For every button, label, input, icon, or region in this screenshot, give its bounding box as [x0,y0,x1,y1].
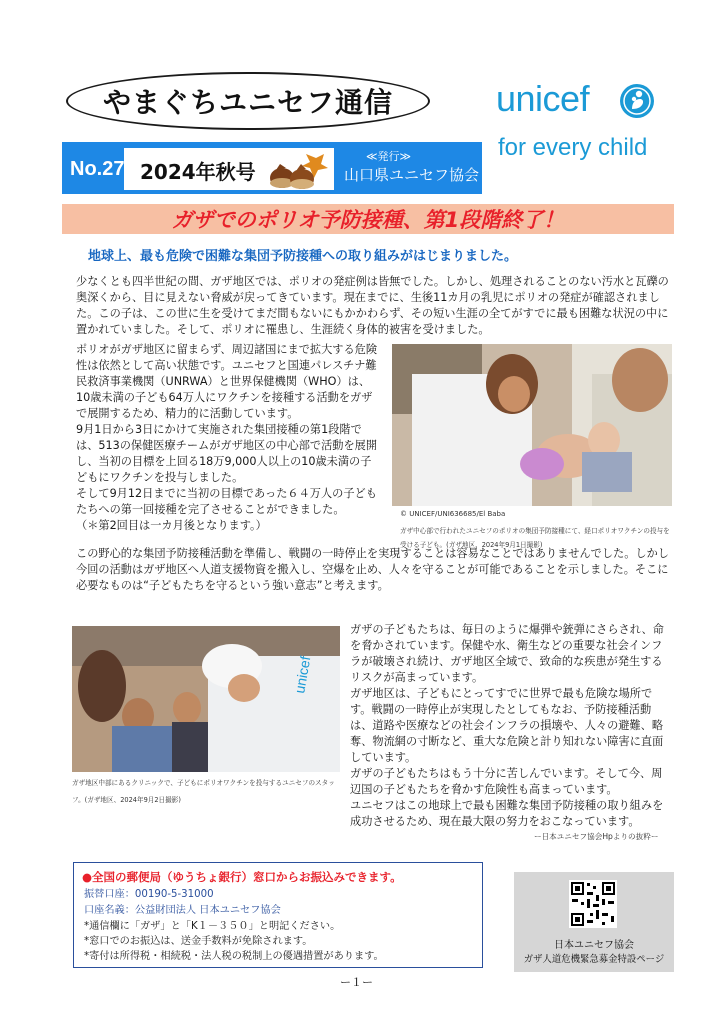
donation-title: ●全国の郵便局（ゆうちょ銀行）窓口からお振込みできます。 [82,870,402,884]
photo-credit-1: © UNICEF/UNI636685/El Baba [400,510,506,518]
publisher-name: 山口県ユニセフ協会 [344,166,480,184]
source-note: ー日本ユニセフ協会Hpよりの抜粋ー [534,832,659,841]
donation-note-3: *寄付は所得税・相続税・法人税の税制上の優遇措置があります。 [84,951,384,962]
article-paragraph-2c: そして9月12日までに当初の目標であった６４万人の子どもたちへの第一回接種を完了させることができました。 [76,487,377,516]
unicef-tagline: for every child [498,134,648,161]
article-paragraph-2d: （＊第2回目は一カ月後となります。） [76,519,267,532]
unicef-emblem-icon [618,82,656,120]
article-paragraph-2b: 9月1日から3日にかけて実施された集団接種の第1段階では、513の保健医療チームがガザ地区の中心部で活動を展開し、当初の目標を上回る18万9,000人以上の10歳未満の子どもにワクチンを投与しました。 [76,423,378,484]
newsletter-title: やまぐちユニセフ通信 [102,86,393,119]
donation-account: 振替口座：00190-5-31000 [84,889,214,900]
article-paragraph-4 [350,622,668,830]
article-paragraph-4a: ガザの子どもたちは、毎日のように爆弾や銃弾にさらされ、命を脅かされています。保健や水、衛生などの重要な社会インフラが破壊され続け、ガザ地区全域で、致命的な疾患が発生するリスクが高まっています。 [350,623,664,684]
article-paragraph-1: 少なくとも四半世紀の間、ガザ地区では、ポリオの発症例は皆無でした。しかし、処理されることのない汚水と瓦礫の奥深くから、目に見えない脅威が戻ってきています。現在までに、生後11カ月の乳児にポリオの発症が確認されました。この子は、この世に生を受けてまだ間もないにもかかわらず、その短い生涯の全てがすでに最も困難な状況の中に置かれていました。そして、ポリオに罹患し、生涯続く身体的被害を受けました。 [76,275,669,336]
photo-caption-2: ガザ地区中部にあるクリニックで、子どもにポリオワクチンを投与するユニセフのスタッフ。(ガザ地区、2024年9月2日撮影) [72,779,335,804]
article-paragraph-4b: ガザ地区は、子どもにとってすでに世界で最も危険な場所です。戦闘の一時停止が実現したとしてもなお、予防接種活動は、道路や医療などの社会インフラの損壊や、人々の避難、略奪、物流網の寸断など、重大な危険と計り知れない障害に直面しています。 [350,687,664,764]
subheadline: 地球上、最も危険で困難な集団予防接種への取り組みがはじまりました。 [88,249,518,264]
issue-season: 2024年秋号 [140,160,256,184]
article-paragraph-4d: ユニセフはこの地球上で最も困難な集団予防接種の取り組みを成功させるため、現在最大限の努力をおこなっています。 [350,799,664,828]
article-paragraph-4c: ガザの子どもたちはもう十分に苦しんでいます。そして今、周辺国の子どもたちを脅かす危険性も高まっています。 [350,767,663,796]
qr-page-label: ガザ人道危機緊急募金特設ページ [523,954,665,965]
vest-logo-text: unicef [291,654,314,695]
qr-code-icon[interactable] [569,880,617,928]
donation-account-name: 口座名義：公益財団法人 日本ユニセフ協会 [84,905,281,916]
article-paragraph-3: この野心的な集団予防接種活動を準備し、戦闘の一時停止を実現することは容易なことではありませんでした。しかし今回の活動はガザ地区へ人道支援物資を搬入し、空爆を止め、人々を守ることが可能であることを示しました。そこに必要なものは“子どもたちを守るという強い意志”と考えます。 [76,547,669,592]
page-number: ー１ー [340,976,373,989]
chestnut-illustration [266,150,332,190]
headline: ガザでのポリオ予防接種、第1段階終了！ [171,208,565,232]
donation-note-2: *窓口でのお振込は、送金手数料が免除されます。 [84,936,313,947]
article-paragraph-2 [76,342,378,534]
photo-caption-1: ガザ中心部で行われたユニセフのポリオの集団予防接種にて、経口ポリオワクチンの投与を受ける子ども。(ガザ地区、2024年9月1日撮影) [400,527,670,549]
newsletter-title-oval [66,72,430,130]
issue-number: No.27 [70,158,125,180]
donation-note-1: *通信欄に「ガザ」と「K１－３５０」と明記ください。 [84,921,341,932]
vaccination-photo-2 [72,626,340,772]
unicef-logo-text: unicef [496,78,590,119]
qr-org-label: 日本ユニセフ協会 [554,940,634,951]
article-paragraph-2a: ポリオがガザ地区に留まらず、周辺諸国にまで拡大する危険性は依然として高い状態です。ユニセフと国連パレスチナ難民救済事業機関（UNRWA）と世界保健機関（WHO）は、10歳未満の子ども64万人にワクチンを接種する活動をガザで展開するため、精力的に活動しています。 [76,343,378,420]
publisher-label: ≪発行≫ [366,150,412,163]
vaccination-photo-1 [392,344,672,506]
